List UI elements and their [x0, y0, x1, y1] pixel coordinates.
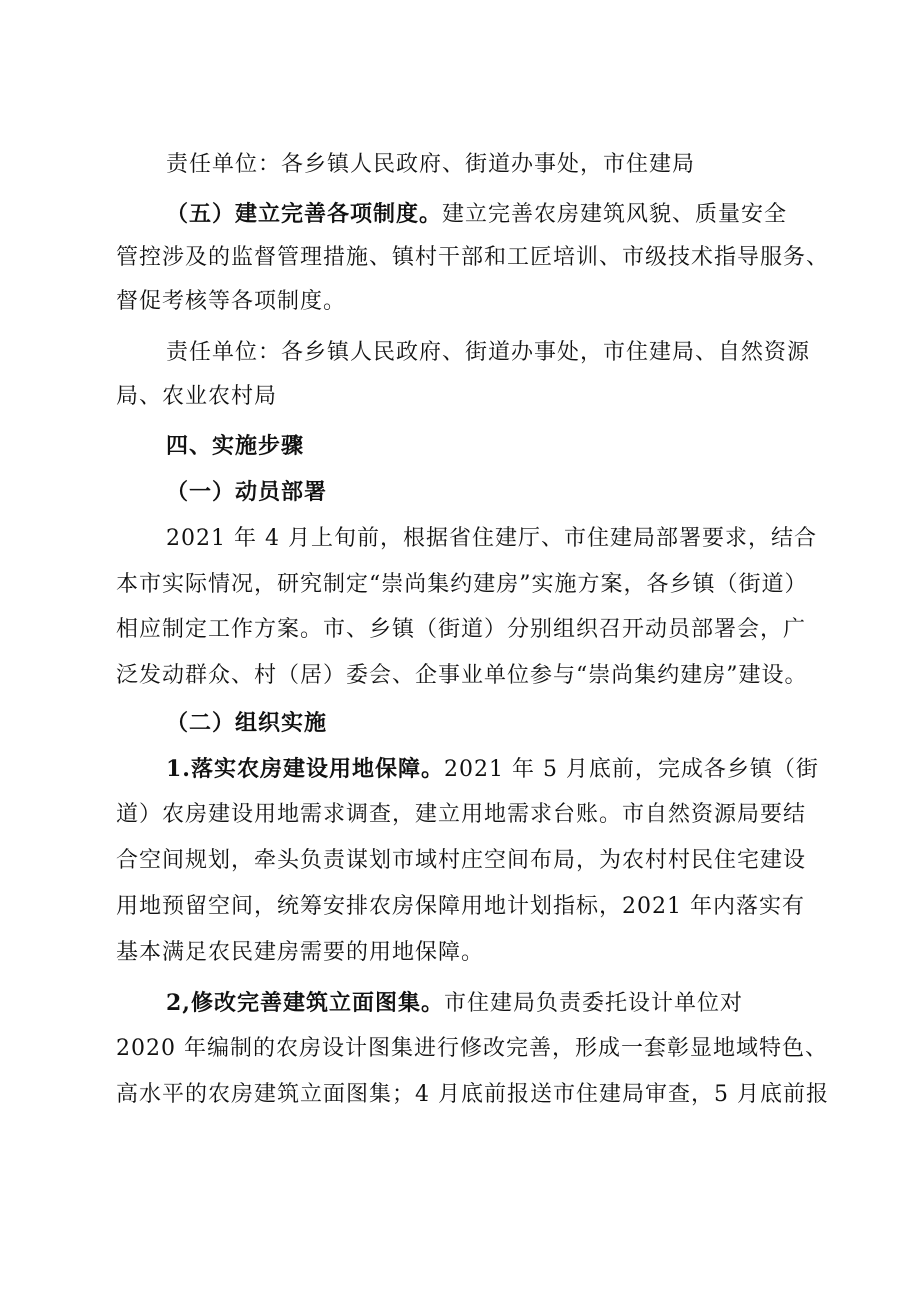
item-1-text: 2021 年 5 月底前，完成各乡镇（街: [443, 757, 819, 782]
item-1-line: [166, 754, 819, 785]
paragraph-line: 本市实际情况，研究制定“崇尚集约建房”实施方案，各乡镇（街道）: [116, 572, 808, 597]
paragraph-line: 合空间规划，牵头负责谋划市域村庄空间布局，为农村村民住宅建设: [116, 848, 807, 873]
chapter-heading: 四、实施步骤: [166, 433, 305, 459]
paragraph-line: 基本满足农民建房需要的用地保障。: [116, 940, 485, 965]
item-1-heading: 1.落实农房建设用地保障。: [166, 756, 444, 782]
paragraph-line: 道）农房建设用地需求调查，建立用地需求台账。市自然资源局要结: [116, 802, 807, 827]
paragraph-line: 2020 年编制的农房设计图集进行修改完善，形成一套彰显地域特色、: [116, 1036, 828, 1061]
section-5-text: 建立完善农房建筑风貌、质量安全: [442, 202, 788, 227]
paragraph-line: 用地预留空间，统筹安排农房保障用地计划指标，2021 年内落实有: [116, 894, 805, 919]
item-2-line: [166, 988, 743, 1019]
section-5-line: [166, 199, 787, 230]
responsibility-line-2: 责任单位：各乡镇人民政府、街道办事处，市住建局、自然资源: [166, 340, 811, 365]
section-5-heading: （五）建立完善各项制度。: [166, 201, 443, 227]
responsibility-line-2b: 局、农业农村局: [116, 384, 278, 409]
section-5-line-2: 管控涉及的监督管理措施、镇村干部和工匠培训、市级技术指导服务、: [116, 245, 830, 270]
item-2-heading: 2,修改完善建筑立面图集。: [166, 990, 444, 1016]
paragraph-line: 泛发动群众、村（居）委会、企事业单位参与“崇尚集约建房”建设。: [116, 663, 808, 688]
item-2-text: 市住建局负责委托设计单位对: [443, 991, 743, 1016]
section-5-line-3: 督促考核等各项制度。: [116, 289, 347, 314]
subheading-mobilization: （一）动员部署: [166, 479, 328, 505]
paragraph-line: 高水平的农房建筑立面图集；4 月底前报送市住建局审查，5 月底前报: [116, 1082, 829, 1107]
subheading-implementation: （二）组织实施: [166, 710, 328, 736]
paragraph-line: 相应制定工作方案。市、乡镇（街道）分别组织召开动员部署会，广: [116, 617, 807, 642]
responsibility-line: 责任单位：各乡镇人民政府、街道办事处，市住建局: [166, 152, 696, 177]
paragraph-line: 2021 年 4 月上旬前，根据省住建厅、市住建局部署要求，结合: [166, 526, 817, 551]
